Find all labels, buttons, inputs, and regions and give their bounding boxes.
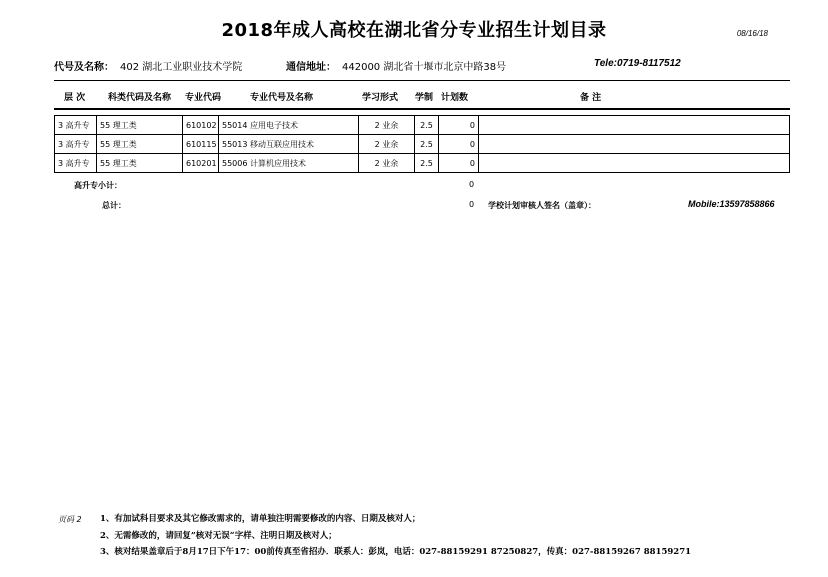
header-bottom-rule [54,108,790,110]
cell-remark [479,135,790,154]
footer-note: 1、有加试科目要求及其它修改需求的，请单独注明需要修改的内容、日期及核对人； [100,514,421,524]
subtotal-value: 0 [469,180,475,189]
address-value: 442000 湖北省十堰市北京中路38号 [342,62,507,73]
plan-table [54,115,790,173]
col-header-remark: 备 注 [580,93,602,103]
cell-major-code: 610102 [183,116,219,135]
table-row [55,116,790,135]
mobile-number: Mobile:13597858866 [688,199,775,209]
address-label: 通信地址： [286,62,336,73]
print-date: 08/16/18 [736,29,768,38]
cell-major-code: 610115 [183,135,219,154]
page-title: 2018年成人高校在湖北省分专业招生计划目录 [221,20,607,41]
cell-category: 55 理工类 [97,116,183,135]
col-header-major-name: 专业代号及名称 [250,93,314,103]
cell-plan: 0 [439,135,479,154]
cell-remark [479,116,790,135]
cell-study-mode: 2 业余 [359,135,415,154]
cell-category: 55 理工类 [97,154,183,173]
cell-level: 3 高升专 [55,116,97,135]
cell-major-code: 610201 [183,154,219,173]
col-header-years: 学制 [415,93,434,103]
subtotal-label: 高升专小计： [74,181,122,190]
signature-label: 学校计划审核人签名（盖章）： [488,201,596,210]
cell-plan: 0 [439,154,479,173]
cell-years: 2.5 [415,116,439,135]
school-code-value: 402 湖北工业职业技术学院 [120,62,243,73]
cell-years: 2.5 [415,135,439,154]
cell-major-name: 55014 应用电子技术 [219,116,359,135]
total-value: 0 [469,200,475,209]
cell-study-mode: 2 业余 [359,116,415,135]
footer-note: 3、核对结果盖章后于8月17日下午17：00前传真至省招办．联系人：彭岚，电话：027-88159291 87250827，传真：027-88159267 88159271 [100,547,692,557]
col-header-level: 层 次 [64,93,86,103]
telephone: Tele:0719-8117512 [594,58,681,69]
cell-major-name: 55013 移动互联应用技术 [219,135,359,154]
cell-remark [479,154,790,173]
page-number: 页码 2 [58,515,82,524]
header-top-rule [54,80,790,81]
col-header-plan: 计划数 [441,93,469,103]
cell-study-mode: 2 业余 [359,154,415,173]
col-header-major-code: 专业代码 [185,93,222,103]
footer-note: 2、无需修改的，请回复”核对无误“字样、注明日期及核对人； [100,531,337,541]
cell-years: 2.5 [415,154,439,173]
col-header-category: 科类代码及名称 [108,93,172,103]
cell-level: 3 高升专 [55,154,97,173]
table-row [55,154,790,173]
cell-plan: 0 [439,116,479,135]
school-code-label: 代号及名称： [54,62,114,73]
cell-category: 55 理工类 [97,135,183,154]
col-header-study-mode: 学习形式 [362,93,399,103]
table-row [55,135,790,154]
cell-major-name: 55006 计算机应用技术 [219,154,359,173]
total-label: 总计： [102,201,126,210]
cell-level: 3 高升专 [55,135,97,154]
